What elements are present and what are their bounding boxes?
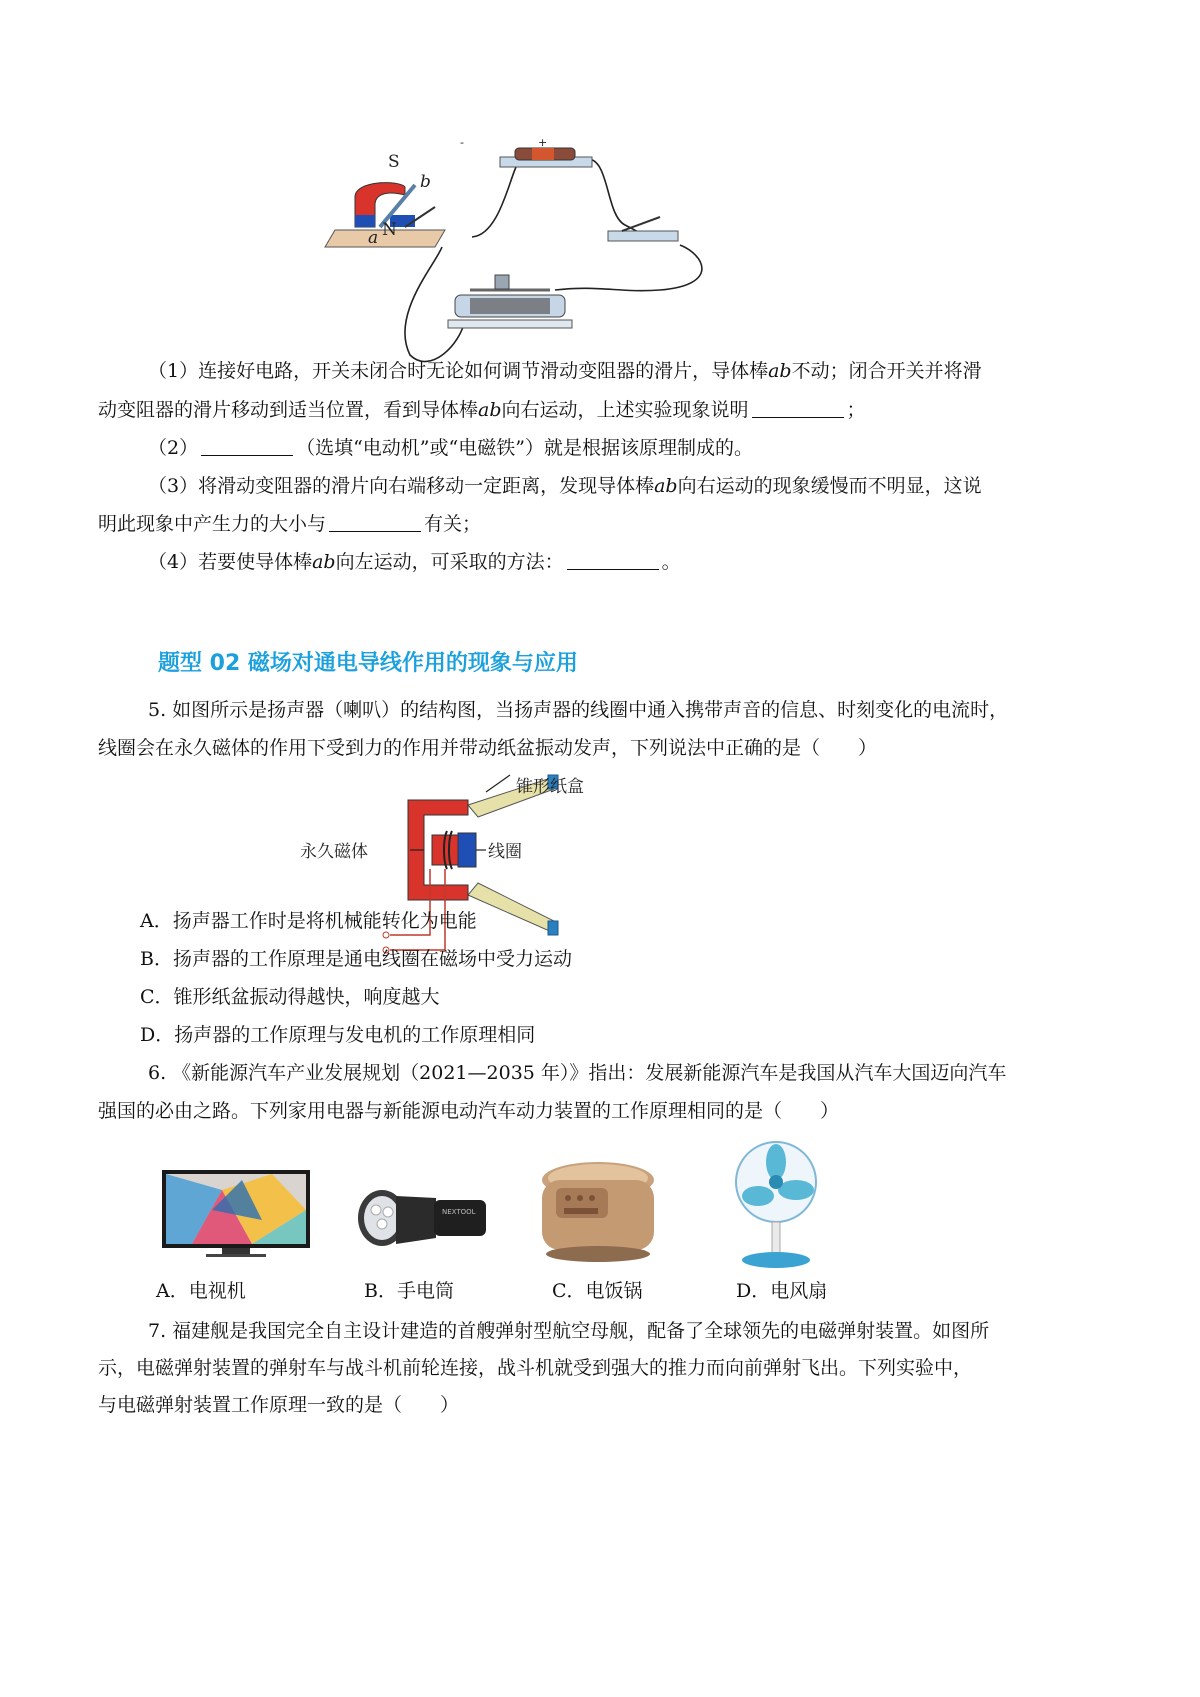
q4-p1-text-d: 向右运动，上述实验现象说明	[501, 399, 749, 421]
answer-blank[interactable]	[752, 399, 844, 418]
q5-option-a[interactable]: A．扬声器工作时是将机械能转化为电能	[140, 910, 477, 932]
q6-option-d[interactable]: D．电风扇	[736, 1280, 828, 1302]
answer-blank[interactable]	[567, 551, 659, 570]
q4-ab: ab	[478, 399, 502, 421]
q4-p3-text-c: 明此现象中产生力的大小与	[98, 513, 327, 535]
flashlight-brand: NEXTOOL	[442, 1208, 476, 1216]
rod-b-label: b	[420, 172, 431, 192]
q4-part3-line2	[98, 511, 481, 537]
battery-plus-label: +	[538, 136, 548, 149]
q4-part1-line1	[148, 358, 982, 384]
q6-stem-line2: 强国的必由之路。下列家用电器与新能源电动汽车动力装置的工作原理相同的是（ ）	[98, 1100, 840, 1122]
q4-part2	[148, 435, 753, 461]
q4-p1-text-e: ；	[846, 399, 866, 421]
q5-stem-line2: 线圈会在永久磁体的作用下受到力的作用并带动纸盆振动发声，下列说法中正确的是（ ）	[98, 737, 878, 759]
q7-stem-line2: 示，电磁弹射装置的弹射车与战斗机前轮连接，战斗机就受到强大的推力而向前弹射飞出。下列实验中，	[98, 1357, 973, 1379]
q4-p2-text-b: （选填“电动机”或“电磁铁”）就是根据该原理制成的。	[296, 437, 753, 459]
q6-option-b[interactable]: B．手电筒	[364, 1280, 454, 1302]
magnet-n-label: N	[382, 220, 397, 240]
answer-blank[interactable]	[201, 437, 293, 456]
flashlight-image	[356, 1178, 488, 1268]
q4-p3-text-a: （3）将滑动变阻器的滑片向右端移动一定距离，发现导体棒	[148, 475, 655, 497]
coil-label: 线圈	[488, 842, 522, 862]
q4-p2-text-a: （2）	[148, 437, 199, 459]
q4-part4	[148, 549, 681, 575]
q4-part1-line2	[98, 397, 866, 423]
q6-option-c[interactable]: C．电饭锅	[552, 1280, 643, 1302]
q5-stem-line1: 5. 如图所示是扬声器（喇叭）的结构图，当扬声器的线圈中通入携带声音的信息、时刻变化的电流时，	[148, 699, 1009, 721]
q4-p4-text-b: 向左运动，可采取的方法：	[335, 551, 564, 573]
q5-option-c[interactable]: C．锥形纸盆振动得越快，响度越大	[140, 986, 440, 1008]
q4-ab: ab	[654, 475, 678, 497]
q5-option-b[interactable]: B．扬声器的工作原理是通电线圈在磁场中受力运动	[140, 948, 572, 970]
q4-p4-text-a: （4）若要使导体棒	[148, 551, 313, 573]
q5-option-d[interactable]: D．扬声器的工作原理与发电机的工作原理相同	[140, 1024, 536, 1046]
q4-ab: ab	[312, 551, 336, 573]
q7-stem-line1: 7. 福建舰是我国完全自主设计建造的首艘弹射型航空母舰，配备了全球领先的电磁弹射装置。如图所	[148, 1320, 990, 1342]
q4-part3-line1	[148, 473, 982, 499]
q4-p4-text-c: 。	[661, 551, 681, 573]
q7-stem-line3: 与电磁弹射装置工作原理一致的是（ ）	[98, 1394, 460, 1416]
magnet-s-label: S	[388, 152, 400, 172]
q4-p1-text-b: 不动；闭合开关并将滑	[791, 360, 982, 382]
rice-cooker-image	[538, 1158, 660, 1268]
answer-blank[interactable]	[329, 513, 421, 532]
rod-a-label: a	[368, 228, 379, 248]
magnet-label: 永久磁体	[300, 842, 368, 862]
battery-minus-label: -	[460, 136, 464, 149]
q4-ab: ab	[768, 360, 792, 382]
q6-option-a[interactable]: A．电视机	[156, 1280, 246, 1302]
electric-fan-image	[730, 1140, 830, 1270]
q4-p1-text-c: 动变阻器的滑片移动到适当位置，看到导体棒	[98, 399, 479, 421]
q6-stem-line1: 6. 《新能源汽车产业发展规划（2021—2035 年）》指出：发展新能源汽车是我国从汽车大国迈向汽车	[148, 1062, 1007, 1084]
q4-p3-text-d: 有关；	[424, 513, 482, 535]
q4-p3-text-b: 向右运动的现象缓慢而不明显，这说	[677, 475, 982, 497]
section-heading: 题型 02 磁场对通电导线作用的现象与应用	[158, 651, 578, 676]
motor-experiment-figure	[360, 135, 740, 375]
cone-label: 锥形纸盒	[516, 777, 584, 797]
tv-image	[162, 1170, 310, 1260]
q4-p1-text-a: （1）连接好电路，开关未闭合时无论如何调节滑动变阻器的滑片，导体棒	[148, 360, 769, 382]
